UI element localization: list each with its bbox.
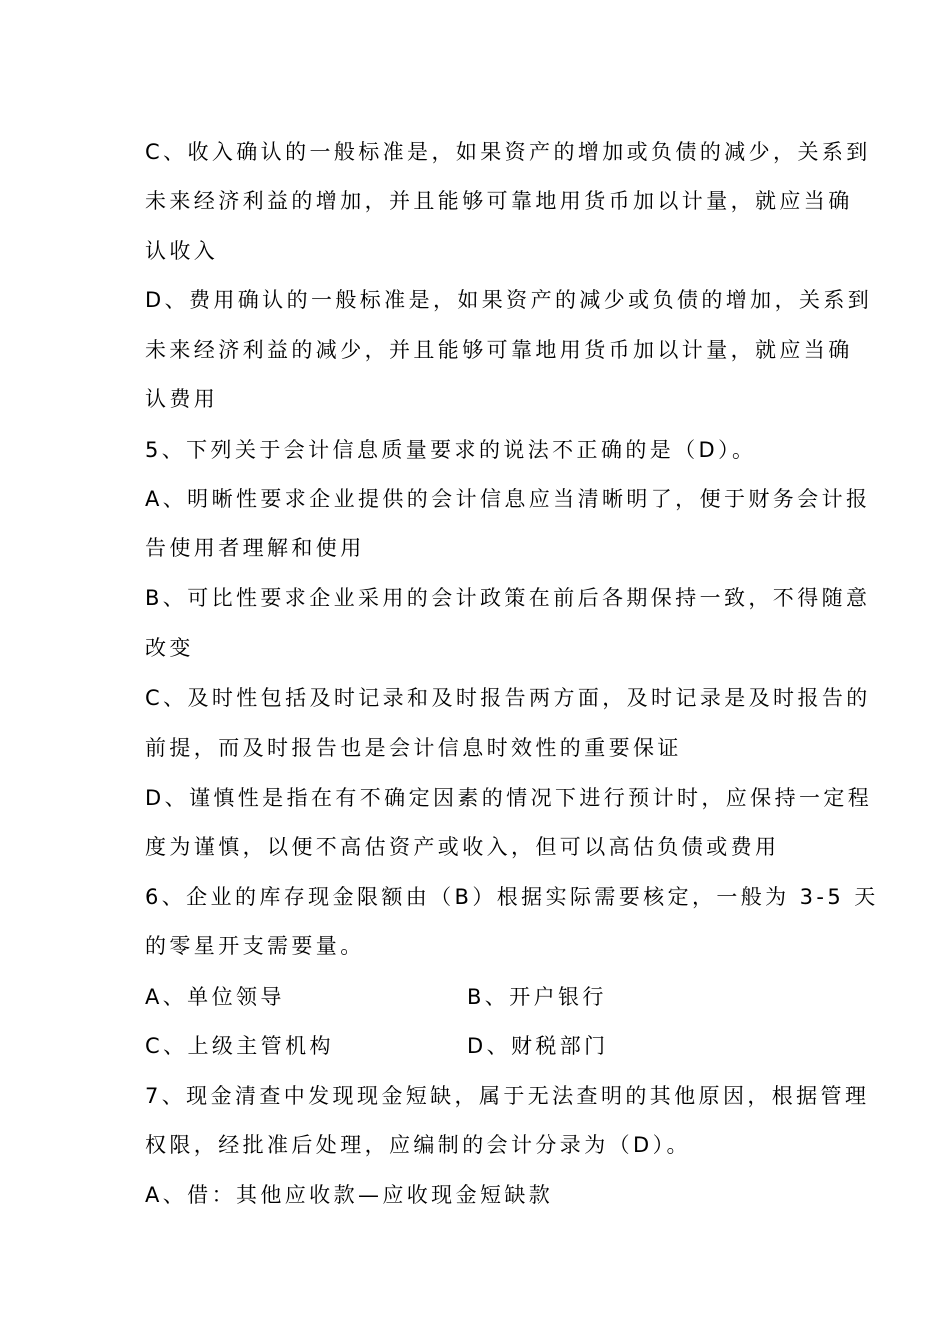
text-line: A、明晰性要求企业提供的会计信息应当清晰明了，便于财务会计报	[145, 487, 871, 511]
question-6: 6、企业的库存现金限额由（B）根据实际需要核定，一般为 3-5 天	[145, 885, 879, 909]
text-line: 的零星开支需要量。	[145, 934, 365, 958]
text-line: D、费用确认的一般标准是，如果资产的减少或负债的增加，关系到	[145, 288, 873, 312]
text-line: B、可比性要求企业采用的会计政策在前后各期保持一致，不得随意	[145, 586, 871, 610]
option-c: C、上级主管机构	[145, 1034, 334, 1058]
text-line: D、谨慎性是指在有不确定因素的情况下进行预计时，应保持一定程	[145, 786, 873, 810]
text-line: C、收入确认的一般标准是，如果资产的增加或负债的减少，关系到	[145, 140, 871, 164]
text-line: 告使用者理解和使用	[145, 536, 365, 560]
question-7: 7、现金清查中发现现金短缺，属于无法查明的其他原因，根据管理	[145, 1084, 870, 1108]
text-line: A、借：其他应收款—应收现金短缺款	[145, 1183, 554, 1207]
text-line: 认收入	[145, 239, 219, 263]
text-line: 改变	[145, 636, 194, 660]
text-line: 权限，经批准后处理，应编制的会计分录为（D）。	[145, 1133, 691, 1157]
text-line: C、及时性包括及时记录和及时报告两方面，及时记录是及时报告的	[145, 686, 871, 710]
text-line: 度为谨慎，以便不高估资产或收入，但可以高估负债或费用	[145, 835, 780, 859]
text-line: 前提，而及时报告也是会计信息时效性的重要保证	[145, 736, 682, 760]
question-5: 5、下列关于会计信息质量要求的说法不正确的是（D）。	[145, 438, 757, 462]
text-line: 未来经济利益的减少，并且能够可靠地用货币加以计量，就应当确	[145, 338, 853, 362]
text-line: 未来经济利益的增加，并且能够可靠地用货币加以计量，就应当确	[145, 189, 853, 213]
text-line: 认费用	[145, 387, 219, 411]
option-a: A、单位领导	[145, 985, 285, 1009]
option-b: B、开户银行	[467, 985, 607, 1009]
option-d: D、财税部门	[467, 1034, 609, 1058]
